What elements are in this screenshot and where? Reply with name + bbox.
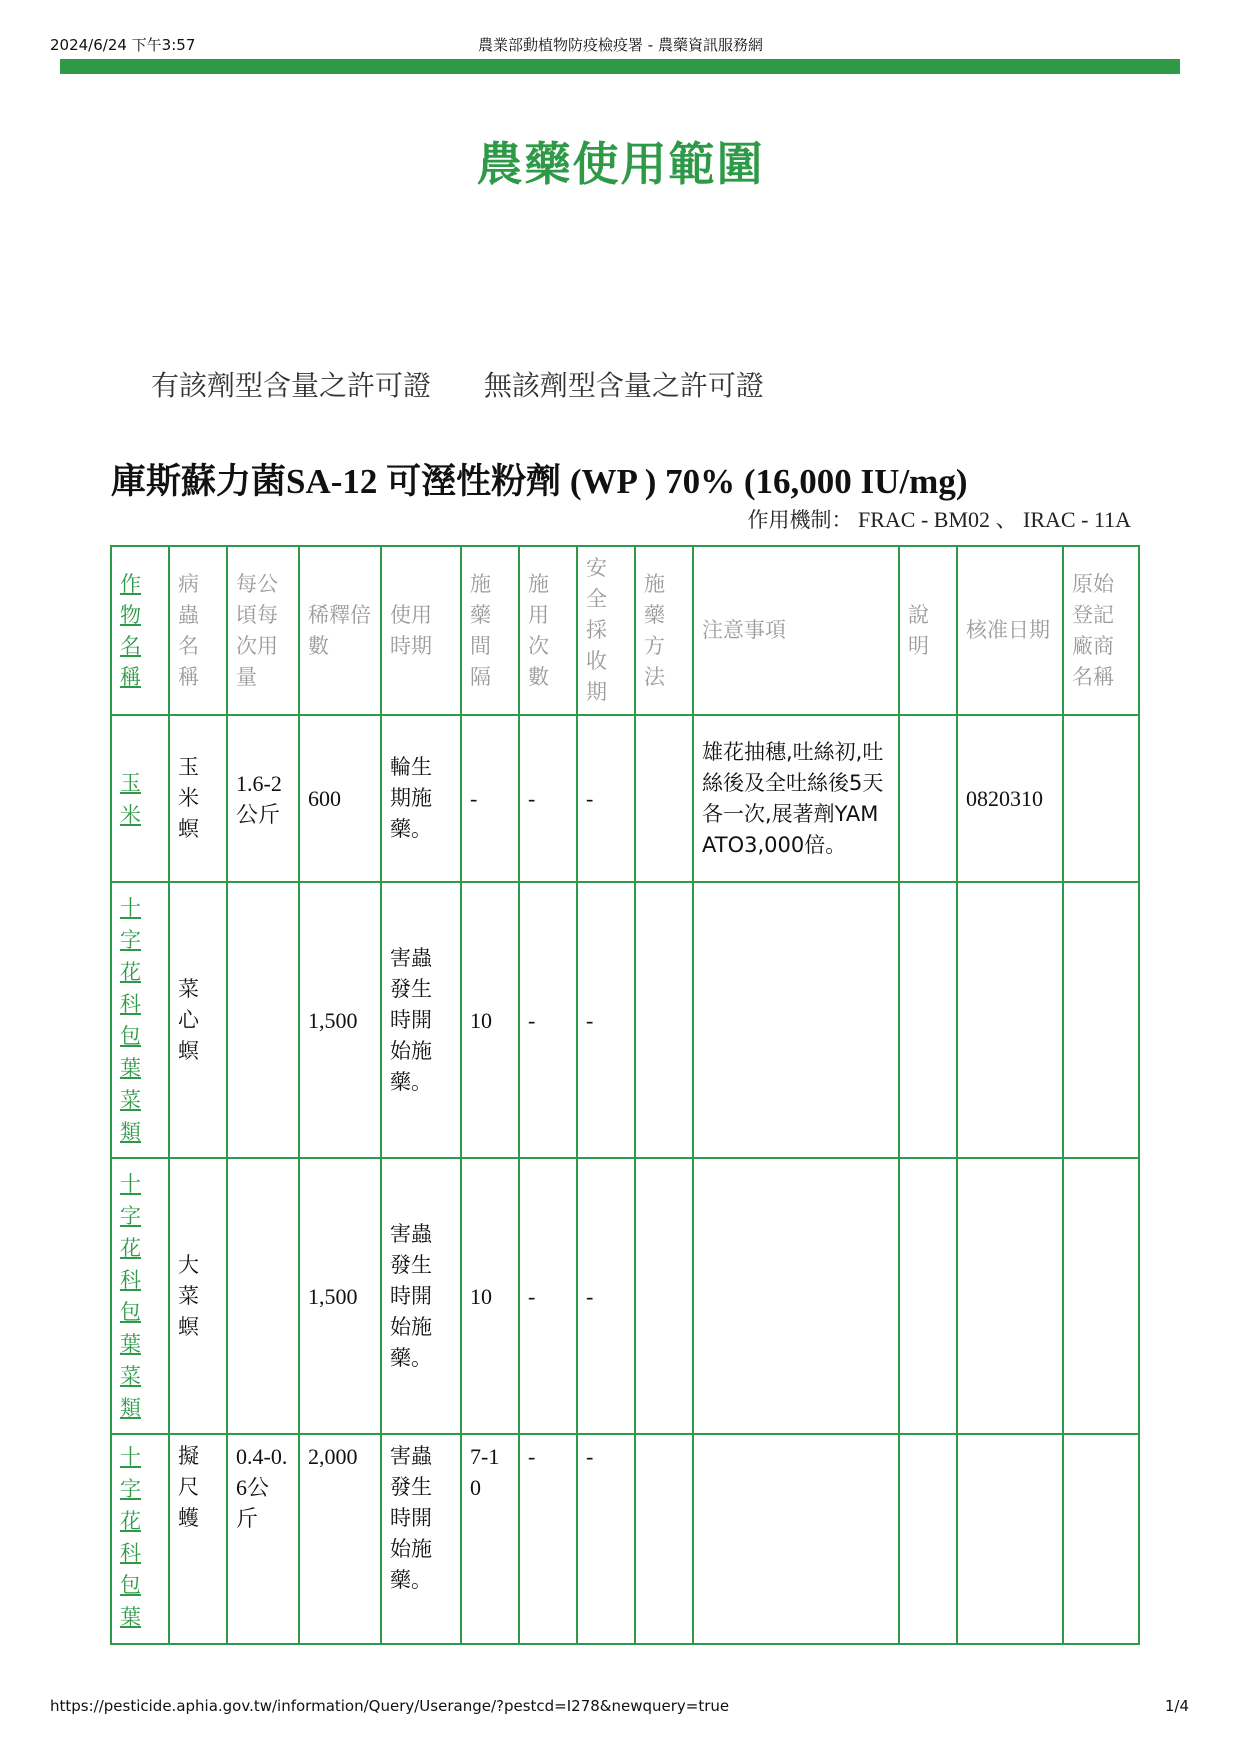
phi-cell: - bbox=[577, 1434, 635, 1644]
license-tabs bbox=[151, 364, 808, 404]
col-usage-period[interactable]: 使用時期 bbox=[381, 546, 461, 715]
interval-cell: 10 bbox=[461, 882, 519, 1158]
table-row bbox=[111, 1158, 1139, 1434]
company-cell bbox=[1063, 882, 1139, 1158]
col-dosage[interactable]: 每公頃每次用量 bbox=[227, 546, 299, 715]
method-cell bbox=[635, 1434, 693, 1644]
crop-link[interactable]: 十字花科包葉 bbox=[120, 1445, 141, 1629]
crop-link[interactable]: 十字花科包葉菜類 bbox=[120, 1172, 141, 1420]
table-row bbox=[111, 715, 1139, 882]
tab-without-license[interactable]: 無該劑型含量之許可證 bbox=[483, 369, 764, 402]
print-date: 2024/6/24 下午3:57 bbox=[50, 36, 196, 54]
date-cell bbox=[957, 1158, 1063, 1434]
phi-cell: - bbox=[577, 882, 635, 1158]
date-cell bbox=[957, 1434, 1063, 1644]
crop-link[interactable]: 十字花科包葉菜類 bbox=[120, 896, 141, 1144]
interval-cell: - bbox=[461, 715, 519, 882]
pest-cell: 玉米螟 bbox=[169, 715, 227, 882]
crop-cell bbox=[111, 1158, 169, 1434]
dosage-cell: 0.4-0.6公斤 bbox=[227, 1434, 299, 1644]
table-row bbox=[111, 882, 1139, 1158]
dosage-cell: 1.6-2公斤 bbox=[227, 715, 299, 882]
dilution-cell: 600 bbox=[299, 715, 381, 882]
dilution-cell: 1,500 bbox=[299, 1158, 381, 1434]
col-original-company[interactable]: 原始登記廠商名稱 bbox=[1063, 546, 1139, 715]
desc-cell bbox=[899, 1434, 957, 1644]
dilution-cell: 2,000 bbox=[299, 1434, 381, 1644]
col-notes[interactable]: 注意事項 bbox=[693, 546, 899, 715]
date-cell bbox=[957, 882, 1063, 1158]
usage-table bbox=[110, 545, 1140, 1645]
times-cell: - bbox=[519, 882, 577, 1158]
tab-with-license[interactable]: 有該劑型含量之許可證 bbox=[151, 369, 432, 402]
col-pest-name[interactable]: 病蟲名稱 bbox=[169, 546, 227, 715]
phi-cell: - bbox=[577, 1158, 635, 1434]
dilution-cell: 1,500 bbox=[299, 882, 381, 1158]
col-crop-name[interactable]: 作物名稱 bbox=[111, 546, 169, 715]
mechanism-value: FRAC - BM02 、 IRAC - 11A bbox=[858, 507, 1131, 532]
print-header-title: 農業部動植物防疫檢疫署 - 農藥資訊服務網 bbox=[478, 36, 763, 54]
crop-cell bbox=[111, 882, 169, 1158]
notes-cell: 雄花抽穗,吐絲初,吐絲後及全吐絲後5天各一次,展著劑YAMATO3,000倍。 bbox=[693, 715, 899, 882]
page-title: 農藥使用範圍 bbox=[476, 137, 765, 191]
table-row bbox=[111, 1434, 1139, 1644]
pest-cell: 菜心螟 bbox=[169, 882, 227, 1158]
company-cell bbox=[1063, 1434, 1139, 1644]
company-cell bbox=[1063, 1158, 1139, 1434]
dosage-cell bbox=[227, 882, 299, 1158]
period-cell: 輪生期施藥。 bbox=[381, 715, 461, 882]
interval-cell: 7-10 bbox=[461, 1434, 519, 1644]
method-cell bbox=[635, 882, 693, 1158]
col-safe-harvest[interactable]: 安全採收期 bbox=[577, 546, 635, 715]
crop-cell bbox=[111, 1434, 169, 1644]
desc-cell bbox=[899, 882, 957, 1158]
method-cell bbox=[635, 715, 693, 882]
period-cell: 害蟲發生時開始施藥。 bbox=[381, 1158, 461, 1434]
company-cell bbox=[1063, 715, 1139, 882]
times-cell: - bbox=[519, 1158, 577, 1434]
dosage-cell bbox=[227, 1158, 299, 1434]
mechanism-of-action bbox=[748, 503, 1132, 534]
period-cell: 害蟲發生時開始施藥。 bbox=[381, 1434, 461, 1644]
interval-cell: 10 bbox=[461, 1158, 519, 1434]
col-dilution[interactable]: 稀釋倍數 bbox=[299, 546, 381, 715]
crop-link[interactable]: 玉米 bbox=[120, 770, 141, 827]
print-footer-page-number: 1/4 bbox=[1164, 1697, 1189, 1715]
phi-cell: - bbox=[577, 715, 635, 882]
table-header-row bbox=[111, 546, 1139, 715]
notes-cell bbox=[693, 1434, 899, 1644]
col-method[interactable]: 施藥方法 bbox=[635, 546, 693, 715]
notes-cell bbox=[693, 1158, 899, 1434]
method-cell bbox=[635, 1158, 693, 1434]
col-description[interactable]: 說明 bbox=[899, 546, 957, 715]
times-cell: - bbox=[519, 1434, 577, 1644]
crop-cell bbox=[111, 715, 169, 882]
pest-cell: 擬尺蠖 bbox=[169, 1434, 227, 1644]
product-name: 庫斯蘇力菌SA-12 可溼性粉劑 (WP ) 70% (16,000 IU/mg) bbox=[111, 462, 968, 501]
period-cell: 害蟲發生時開始施藥。 bbox=[381, 882, 461, 1158]
pest-cell: 大菜螟 bbox=[169, 1158, 227, 1434]
print-footer-url: https://pesticide.aphia.gov.tw/information/Query/Userange/?pestcd=I278&newquery=true bbox=[50, 1697, 730, 1715]
col-times[interactable]: 施用次數 bbox=[519, 546, 577, 715]
notes-cell bbox=[693, 882, 899, 1158]
desc-cell bbox=[899, 1158, 957, 1434]
col-approval-date[interactable]: 核准日期 bbox=[957, 546, 1063, 715]
date-cell: 0820310 bbox=[957, 715, 1063, 882]
col-interval[interactable]: 施藥間隔 bbox=[461, 546, 519, 715]
header-green-bar bbox=[60, 59, 1180, 74]
desc-cell bbox=[899, 715, 957, 882]
times-cell: - bbox=[519, 715, 577, 882]
mechanism-label: 作用機制： bbox=[747, 508, 853, 532]
